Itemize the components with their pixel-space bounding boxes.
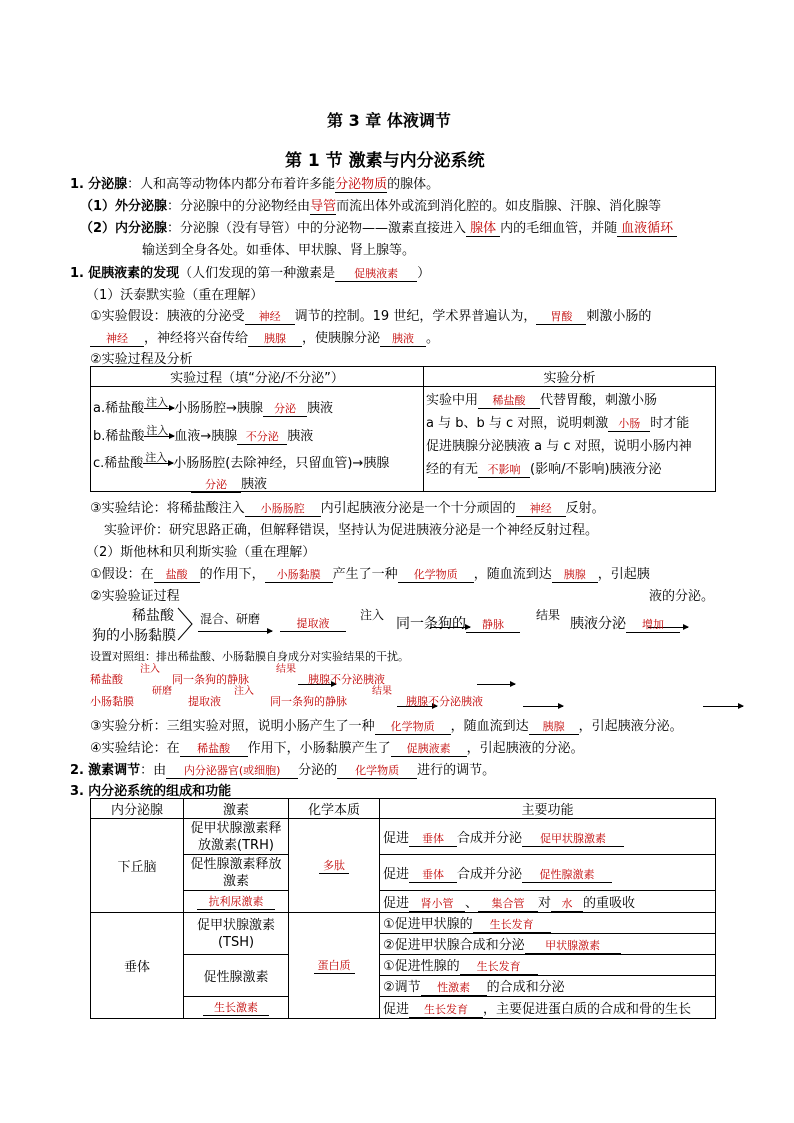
ctrl2-extract: 提取液 <box>188 695 221 708</box>
function-gth-1: ①促进性腺的 生长发育 <box>380 955 716 976</box>
hormone-gth: 促性腺激素 <box>184 955 289 997</box>
s2-conclusion2: ④实验结论：在 稀盐酸 作用下，小肠黏膜产生了 促胰液素 ，引起胰液的分泌。 <box>90 741 584 756</box>
s2-hypothesis2-cont: 液的分泌。 <box>649 589 715 604</box>
s2-sub2: （2）斯他林和贝利斯实验（重在理解） <box>86 545 316 560</box>
ctrl2-label3: 结果 <box>372 686 392 697</box>
flow-source-2: 狗的小肠黏膜 <box>92 628 176 644</box>
s3-line: 2. 激素调节：由 内分泌器官(或细胞) 分泌的 化学物质 进行的调节。 <box>70 763 496 778</box>
function-gnrh: 促进 垂体 合成并分泌 促性腺激素 <box>380 855 716 891</box>
hormone-gnrh: 促性腺激素释放激素 <box>184 855 289 891</box>
flow-answer-extract: 提取液 <box>280 616 346 632</box>
hormone-trh: 促甲状腺激素释放激素(TRH) <box>184 819 289 855</box>
s1-endocrine: （2）内分泌腺：分泌腺（没有导管）中的分泌物——激素直接进入 腺体 内的毛细血管，并随 血液循环 <box>80 217 677 237</box>
s2-sub1: （1）沃泰默实验（重在理解） <box>86 288 264 303</box>
endocrine-table <box>90 798 716 1019</box>
hormone-adh: 抗利尿激素 <box>184 891 289 913</box>
ctrl2-label2: 注入 <box>234 686 254 697</box>
ctrl1-label2: 结果 <box>276 664 296 675</box>
gland-hypothalamus: 下丘脑 <box>91 819 184 913</box>
th-nature: 化学本质 <box>289 799 380 819</box>
table-header-process: 实验过程（填“分泌/不分泌”） <box>91 367 424 387</box>
ctrl1-middle: 同一条狗的静脉 <box>172 673 249 686</box>
ctrl2-label1: 研磨 <box>152 686 172 697</box>
ctrl2-arrow3 <box>703 706 743 707</box>
control-note: 设置对照组：排出稀盐酸、小肠黏膜自身成分对实验结果的干扰。 <box>90 650 409 663</box>
hormone-tsh: 促甲状腺激素(TSH) <box>184 913 289 955</box>
function-adh: 促进 肾小管 、 集合管 对 水 的重吸收 <box>380 891 716 913</box>
gland-pituitary: 垂体 <box>91 913 184 1019</box>
ctrl2-source: 小肠黏膜 <box>90 695 134 708</box>
flow-label-inject: 注入 <box>360 608 385 622</box>
hormone-gh: 生长激素 <box>184 997 289 1019</box>
flow-result: 胰液分泌 增加 <box>570 613 680 633</box>
s2-hypothesis-cont: 神经 ，神经将兴奋传给 胰腺 ，使胰腺分泌 胰液 。 <box>90 327 439 347</box>
ctrl1-result: 胰腺不分泌胰液 <box>308 673 385 686</box>
s4-heading: 3. 内分泌系统的组成和功能 <box>70 784 232 799</box>
row-c: c.稀盐酸 注入 小肠肠腔(去除神经，只留血管)→胰腺 <box>93 451 390 471</box>
s2-process-head: ②实验过程及分析 <box>90 352 193 367</box>
function-gh: 促进 生长发育 ，主要促进蛋白质的合成和骨的生长 <box>380 997 716 1019</box>
ctrl2-middle: 同一条狗的静脉 <box>270 695 347 708</box>
th-function: 主要功能 <box>380 799 716 819</box>
s2-hypothesis2: ①假设：在 盐酸 的作用下， 小肠黏膜 产生了一种 化学物质 ，随血流到达 胰腺 ，引起胰 <box>90 567 650 582</box>
s2-verify-head: ②实验验证过程 <box>90 589 180 604</box>
function-gth-2: ②调节 性激素 的合成和分泌 <box>380 976 716 997</box>
s1-endocrine-cont: 输送到全身各处。如垂体、甲状腺、肾上腺等。 <box>142 243 416 258</box>
s2-conclusion: ③实验结论：将稀盐酸注入 小肠肠腔 内引起胰液分泌是一个十分顽固的 神经 反射。 <box>90 501 605 516</box>
wertheimer-table <box>90 366 716 492</box>
function-tsh-2: ②促进甲状腺合成和分泌 甲状腺激素 <box>380 934 716 955</box>
nature-protein: 蛋白质 <box>289 913 380 1019</box>
function-tsh-1: ①促进甲状腺的 生长发育 <box>380 913 716 934</box>
s2-hypothesis: ①实验假设：胰液的分泌受 神经 调节的控制。19 世纪，学术界普遍认为， 胃酸 刺激小肠的 <box>90 309 652 324</box>
flow-brace <box>176 606 196 642</box>
th-hormone: 激素 <box>184 799 289 819</box>
s2-analysis3: ③实验分析：三组实验对照，说明小肠产生了一种 化学物质 ，随血流到达 胰腺 ，引起胰液分泌。 <box>90 719 683 734</box>
ctrl1-label1: 注入 <box>140 664 160 675</box>
s1-line1: 1. 分泌腺：人和高等动物体内都分布着许多能分泌物质的腺体。 <box>70 173 439 193</box>
function-trh: 促进 垂体 合成并分泌 促甲状腺激素 <box>380 819 716 855</box>
ctrl2-result: 胰腺不分泌胰液 <box>406 695 483 708</box>
row-b: b.稀盐酸 注入 血液→胰腺 不分泌 胰液 <box>93 424 314 444</box>
flow-middle: 同一条狗的 静脉 <box>396 613 520 633</box>
s1-exocrine: （1）外分泌腺：分泌腺中的分泌物经由导管而流出体外或流到消化腔的。如皮脂腺、汗腺、消化腺等 <box>80 195 661 215</box>
analysis-cell: 实验中用 稀盐酸 代替胃酸，刺激小肠 a 与 b、b 与 c 对照，说明刺激 小肠 时才能 促进胰腺分泌胰液 a 与 c 对照，说明小肠内神 经的有无 不影响 (影响/不影响)胰液分泌 <box>424 387 716 492</box>
ctrl1-arrow2 <box>477 684 515 685</box>
flow-arrow-1 <box>198 631 272 632</box>
s2-evaluation: 实验评价：研究思路正确，但解释错误，坚持认为促进胰液分泌是一个神经反射过程。 <box>104 523 599 538</box>
nature-polypeptide: 多肽 <box>289 819 380 913</box>
chapter-title: 第 3 章 体液调节 <box>327 111 451 130</box>
s2-heading-line: 1. 促胰液素的发现（人们发现的第一种激素是 促胰液素 ） <box>70 266 431 281</box>
th-gland: 内分泌腺 <box>91 799 184 819</box>
process-cell <box>91 387 424 492</box>
ctrl2-arrow2 <box>523 706 563 707</box>
s1-heading: 分泌腺 <box>88 177 128 192</box>
flow-label-mix: 混合、研磨 <box>200 612 261 626</box>
flow-label-result: 结果 <box>536 608 561 622</box>
row-a: a.稀盐酸 注入 小肠肠腔→胰腺 分泌 胰液 <box>93 396 334 416</box>
table-header-analysis: 实验分析 <box>424 367 716 387</box>
row-c-cont: 分泌 胰液 <box>191 473 267 493</box>
ctrl1-source: 稀盐酸 <box>90 673 123 686</box>
section-title: 第 1 节 激素与内分泌系统 <box>285 151 485 171</box>
flow-source-1: 稀盐酸 <box>132 608 174 624</box>
